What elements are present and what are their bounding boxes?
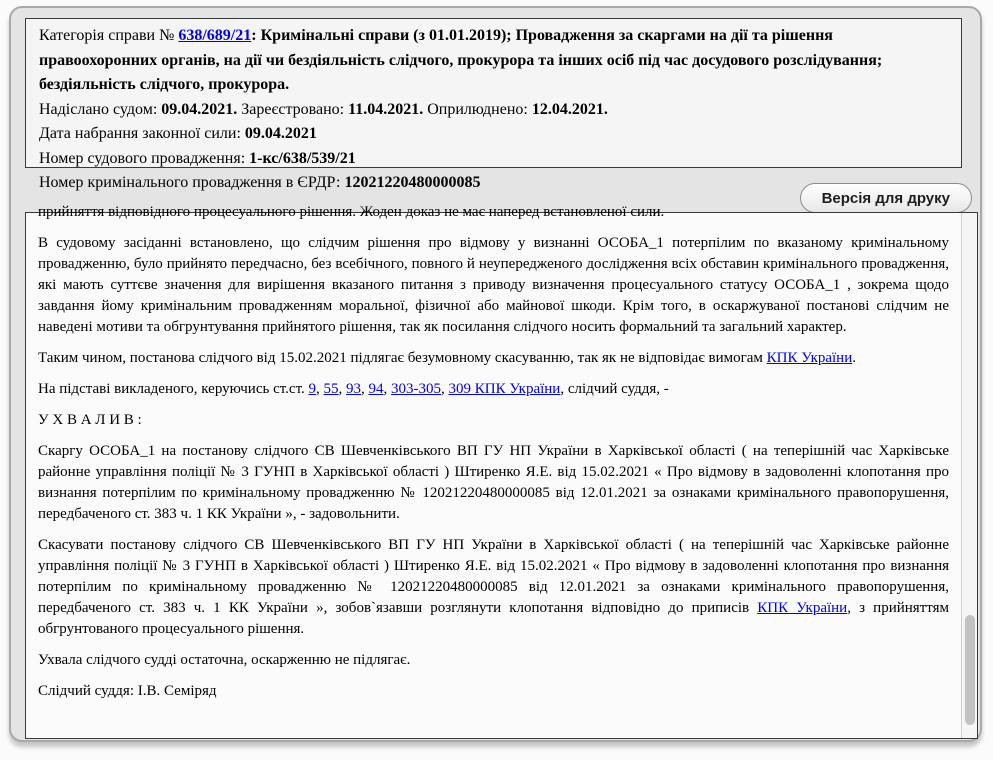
law-reference-link[interactable]: 55 [323, 381, 339, 397]
legal-force-line [39, 122, 948, 147]
registered-date: 11.04.2021. [348, 100, 424, 118]
paragraph-text: . [852, 350, 856, 366]
paragraph-text: Таким чином, постанова слідчого від 15.02.2021 підлягає безумовному скасуванню, так як не відповідає вимогам [38, 350, 767, 366]
paragraph-text: , [383, 381, 392, 397]
court-decision-page [9, 6, 982, 742]
scrollbar-thumb[interactable] [965, 615, 975, 725]
case-number-link[interactable]: 638/689/21 [178, 27, 252, 44]
law-reference-link[interactable]: 93 [346, 381, 362, 397]
paragraph-text: У Х В А Л И В : [38, 412, 142, 428]
paragraph-text: , з прийняттям обгрунтованого процесуального рішення. [38, 600, 949, 637]
law-reference-link[interactable]: КПК України [766, 350, 853, 366]
document-paragraph [38, 681, 949, 702]
sent-label: Надіслано судом: [39, 100, 162, 118]
case-info-panel [25, 18, 962, 191]
document-paragraph [38, 379, 949, 400]
case-dates-line [39, 98, 948, 123]
law-reference-link[interactable]: 9 [308, 381, 317, 397]
law-reference-link[interactable]: КПК України [757, 600, 848, 616]
registered-label: Зареєстровано: [237, 100, 349, 118]
paragraph-text: В судовому засіданні встановлено, що слідчим рішення про відмову у визнанні ОСОБА_1 потерпілим по вказаному кримінальному провадженню, було прийнято передчасно, без всебічного, повного й неупередженого дослідження всіх обставин кримінального провадження, які мають суттєве значення для вирішення вказаного питання з приводу визначення процесуального статусу ОСОБА_1 , зокрема щодо завдання йому кримінальним провадженням моральної, фізичної або майнової шкоди. Крім того, в оскаржуваної постанові слідчим не наведені мотиви та обгрунтування прийнятого рішення, так як посилання слідчого носить формальний та загальний характер. [38, 235, 949, 335]
court-proceeding-number: 1-кс/638/539/21 [249, 149, 356, 167]
paragraph-text: , [441, 381, 449, 397]
law-reference-link[interactable]: 303-305 [391, 381, 442, 397]
published-label: Оприлюднено: [423, 100, 532, 118]
paragraph-text: На підставі викладеного, керуючись ст.ст. [38, 381, 309, 397]
law-reference-link[interactable]: 309 КПК України [448, 381, 561, 397]
document-paragraph [38, 410, 949, 431]
paragraph-text: Ухвала слідчого судді остаточна, оскарженню не підлягає. [38, 652, 411, 668]
decision-text-content [26, 204, 961, 738]
court-proceeding-label: Номер судового провадження: [39, 149, 250, 167]
document-paragraph [38, 233, 949, 338]
vertical-scrollbar[interactable] [961, 213, 977, 738]
document-paragraph [38, 202, 949, 223]
paragraph-text: , [316, 381, 324, 397]
published-date: 12.04.2021. [531, 100, 608, 118]
paragraph-text: Скасувати постанову слідчого СВ Шевченківського ВП ГУ НП України в Харківської області ( на теперішній час Харківське районне управління поліції № 3 ГУНП в Харківської області ) Штиренко Я.Е. від 15.02.2021 « Про відмову в задоволенні клопотання про визнання потерпілим по кримінальному провадженню № 12021220480000085 від 12.01.2021 за ознаками кримінального правопорушення, передбаченого ст. 383 ч. 1 КК України », зобов`язавши розглянути клопотання відповідно до приписів [38, 537, 949, 616]
case-category-line [39, 24, 948, 98]
law-reference-link[interactable]: 94 [368, 381, 384, 397]
decision-text-panel [25, 204, 978, 739]
document-paragraph [38, 650, 949, 671]
paragraph-text: , слідчий суддя, - [560, 381, 669, 397]
erdr-number: 12021220480000085 [344, 174, 481, 191]
case-category-label: Категорія справи № [39, 27, 179, 44]
document-paragraph [38, 348, 949, 369]
paragraph-text: , [338, 381, 347, 397]
legal-force-label: Дата набрання законної сили: [39, 125, 245, 142]
sent-date: 09.04.2021. [161, 100, 238, 118]
erdr-label: Номер кримінального провадження в ЄРДР: [39, 174, 345, 191]
court-proceeding-line [39, 147, 948, 172]
document-paragraph [38, 441, 949, 525]
paragraph-text: прийняття відповідного процесуального рішення. Жоден доказ не має наперед встановленої сили. [38, 204, 665, 220]
case-category-description: : Кримінальні справи (з 01.01.2019); Провадження за скаргами на дії та рішення правоохоронних органів, на дії чи бездіяльність слідчого, прокурора та інших осіб під час досудового розслідування; бездіяльність слідчого, прокурора. [39, 27, 883, 93]
document-paragraph [38, 535, 949, 640]
paragraph-text: , [361, 381, 369, 397]
paragraph-text: Скаргу ОСОБА_1 на постанову слідчого СВ Шевченківського ВП ГУ НП України в Харківської області ( на теперішній час Харківське районне управління поліції № 3 ГУНП в Харківської області ) Штиренко Я.Е. від 15.02.2021 « Про відмову в задоволенні клопотання про визнання потерпілим по кримінальному провадженню № 12021220480000085 від 12.01.2021 за ознаками кримінального правопорушення, передбаченого ст. 383 ч. 1 КК України », - задовольнити. [38, 443, 949, 522]
print-version-button[interactable]: Версія для друку [800, 183, 972, 213]
legal-force-date: 09.04.2021 [244, 125, 317, 142]
paragraph-text: Слідчий суддя: І.В. Семіряд [38, 683, 217, 699]
